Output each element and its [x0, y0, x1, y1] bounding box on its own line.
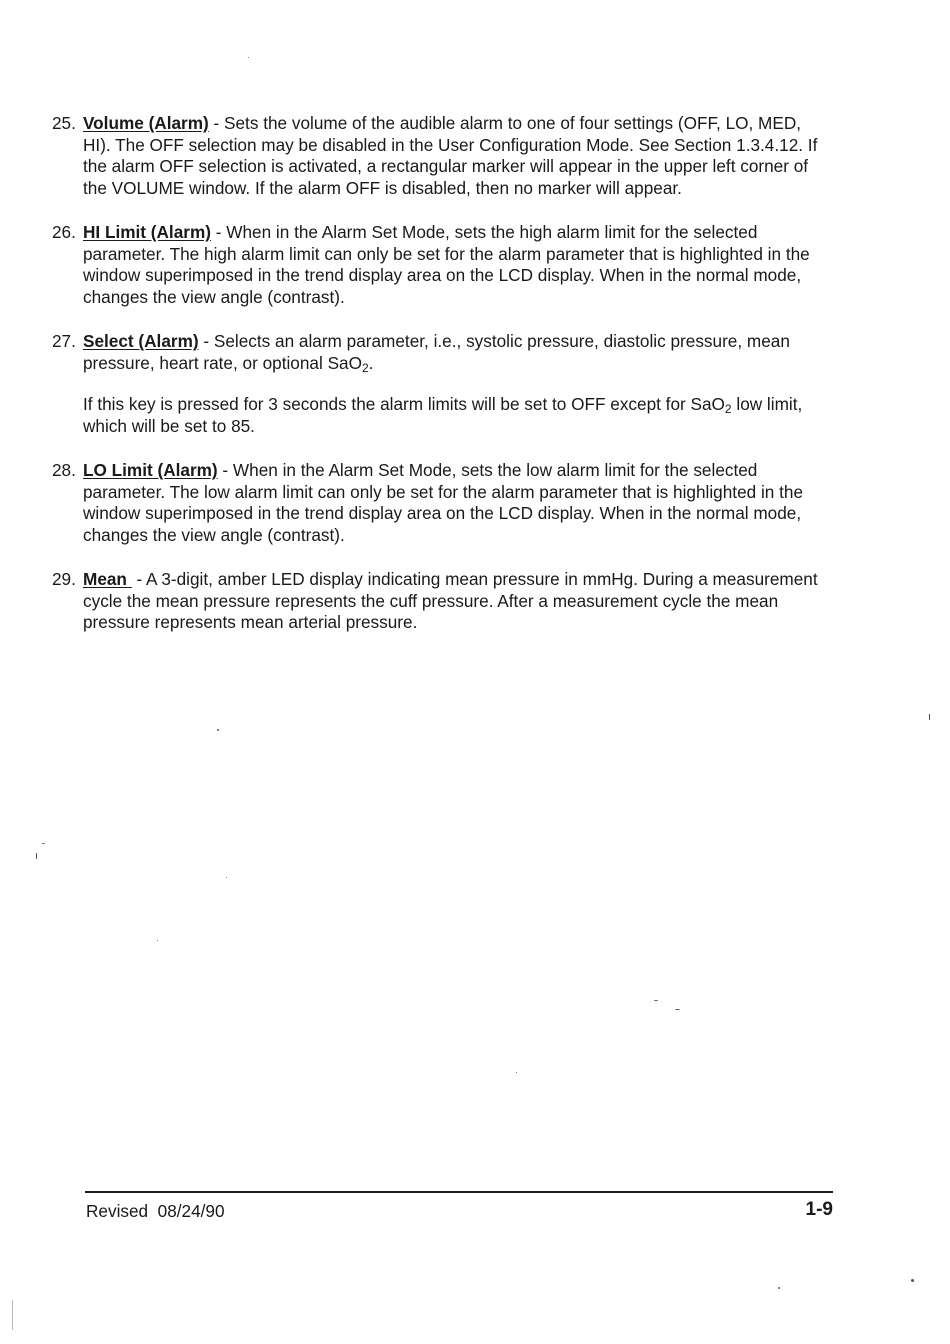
scan-speck [675, 1009, 680, 1010]
revision-date: Revised 08/24/90 [86, 1201, 225, 1221]
item-body [83, 460, 827, 546]
item-term: LO Limit (Alarm) [83, 460, 218, 480]
scan-speck [36, 853, 37, 859]
list-item-lo-limit-alarm [52, 460, 827, 546]
item-term: Select (Alarm) [83, 331, 199, 351]
item-number: 29. [52, 569, 76, 589]
scan-speck [911, 1279, 914, 1282]
item-body [83, 113, 827, 199]
item-body [83, 331, 827, 374]
subscript: 2 [724, 402, 732, 416]
scan-speck [778, 1287, 780, 1289]
item-text: - When in the Alarm Set Mode, sets the low alarm limit for the selected parameter. The low alarm limit can only be set for the alarm parameter that is highlighted in the window superimposed in the trend display area on the LCD display. When in the normal mode, changes the view angle (contrast). [83, 460, 804, 545]
scan-speck [516, 1072, 517, 1073]
item-number: 28. [52, 460, 76, 480]
item-text: - Sets the volume of the audible alarm to one of four settings (OFF, LO, MED, HI). The OFF selection may be disabled in the User Configuration Mode. See Section 1.3.4.12. If the alarm OFF selection is activated, a rectangular marker will appear in the upper left corner of the VOLUME window. If the alarm OFF is disabled, then no marker will appear. [83, 113, 818, 198]
item-body [83, 222, 827, 308]
scan-speck [654, 1000, 658, 1001]
page-number: 1-9 [805, 1199, 833, 1220]
list-item-select-alarm [52, 331, 827, 374]
note-text: If this key is pressed for 3 seconds the alarm limits will be set to OFF except for SaO [83, 394, 725, 414]
item-term: HI Limit (Alarm) [83, 222, 211, 242]
item-term: Volume (Alarm) [83, 113, 209, 133]
item-body [83, 569, 827, 634]
scan-speck [248, 57, 249, 58]
scan-speck [157, 940, 158, 941]
scan-speck [217, 729, 219, 731]
scan-speck [226, 877, 227, 878]
item-list [52, 113, 827, 657]
item-text: - Selects an alarm parameter, i.e., systolic pressure, diastolic pressure, mean pressure, heart rate, or optional SaO [83, 331, 790, 373]
item-number: 27. [52, 331, 76, 351]
item-text: - A 3-digit, amber LED display indicating mean pressure in mmHg. During a measurement cycle the mean pressure represents the cuff pressure. After a measurement cycle the mean pressure represents mean arterial pressure. [83, 569, 818, 632]
list-item-volume-alarm [52, 113, 827, 199]
scan-speck [929, 714, 930, 720]
item-text-after: . [368, 352, 374, 373]
scan-speck [42, 843, 45, 844]
list-item-hi-limit-alarm [52, 222, 827, 308]
item-number: 25. [52, 113, 76, 133]
subscript: 2 [361, 360, 369, 375]
scan-speck [12, 1300, 13, 1330]
list-item-mean [52, 569, 827, 634]
note-text-after: low limit, which will be set to 85. [83, 394, 803, 436]
item-number: 26. [52, 222, 76, 242]
item-term: Mean [83, 569, 132, 589]
footer-divider [85, 1191, 833, 1193]
select-alarm-note [83, 394, 827, 437]
item-text: - When in the Alarm Set Mode, sets the high alarm limit for the selected parameter. The high alarm limit can only be set for the alarm parameter that is highlighted in the window superimposed in the trend display area on the LCD display. When in the normal mode, changes the view angle (contrast). [83, 222, 810, 307]
